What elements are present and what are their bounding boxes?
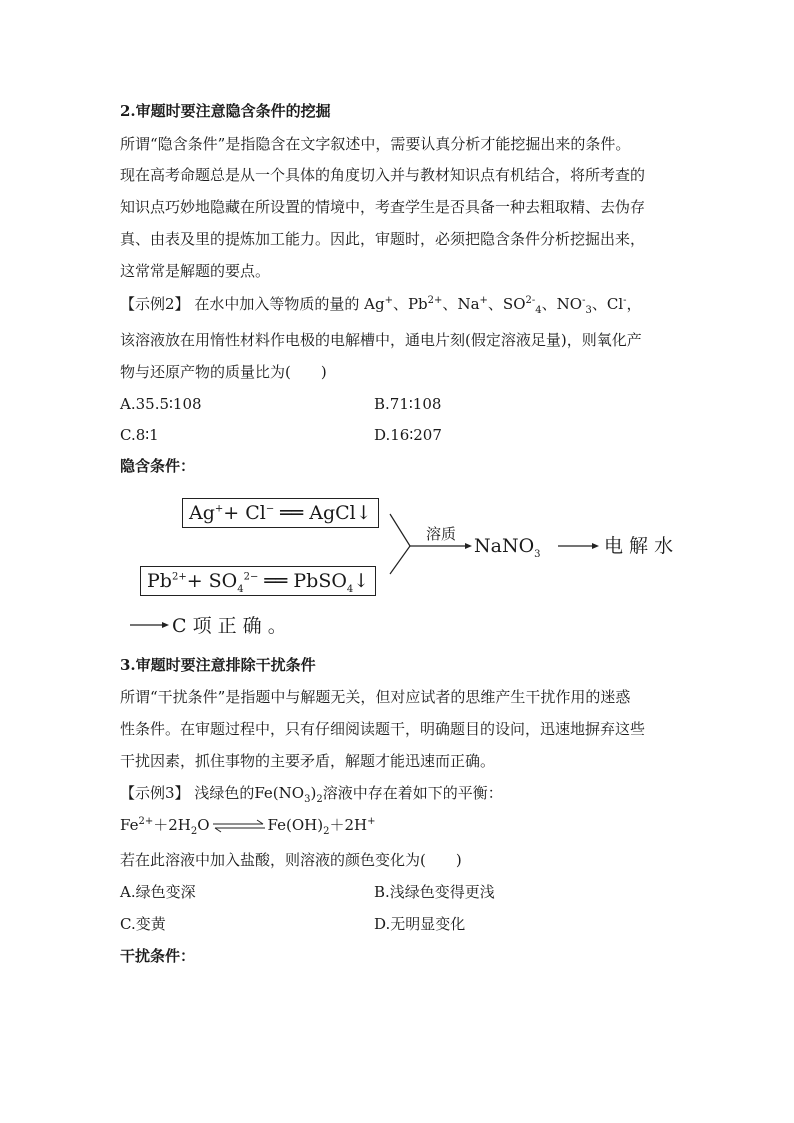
- hidden-conditions-diagram: [120, 488, 680, 638]
- ion-na: Na+: [457, 295, 488, 313]
- ion-pb: $Pb^{2+}$: [407, 295, 443, 313]
- reversible-arrow-icon: [211, 819, 267, 833]
- precipitate-arrow-icon: ↓: [355, 502, 372, 524]
- section3-para-line: 干扰因素，抓住事物的主要矛盾，解题才能迅速而正确。: [120, 752, 496, 770]
- equation-box-agcl: Ag++ Cl− ══ AgCl↓: [182, 498, 379, 528]
- example2-option-a: A.35.5∶108: [120, 395, 202, 413]
- example3-option-d: D.无明显变化: [374, 915, 466, 933]
- section2-para-line: 知识点巧妙地隐藏在所设置的情境中，考查学生是否具备一种去粗取精、去伪存: [120, 198, 646, 216]
- section3-para-line: 性条件。在审题过程中，只有仔细阅读题干，明确题目的设问，迅速地摒弃这些: [120, 720, 646, 738]
- example3-tag: 【示例3】: [120, 784, 190, 802]
- product-nano3: NaNO$_3$: [474, 535, 541, 560]
- example3-option-b: B.浅绿色变得更浅: [374, 883, 495, 901]
- electrolysis-water-label: 电 解 水: [604, 535, 674, 557]
- example2-tag: 【示例2】: [120, 295, 190, 313]
- section2-para-line: 这常常是解题的要点。: [120, 262, 271, 280]
- conclusion-label: C 项 正 确 。: [172, 615, 287, 637]
- ion-ag: Ag+: [364, 295, 393, 313]
- example2-stem-line1: 【示例2】 在水中加入等物质的量的 Ag+、$Pb^{2+}$、Na+、$SO^{2-}_4$、$NO^-_3$、Cl-，: [120, 295, 642, 316]
- hidden-conditions-label: 隐含条件：: [120, 457, 196, 475]
- ion-cl: Cl-: [606, 295, 627, 313]
- section3-para-line: 所谓“干扰条件”是指题中与解题无关，但对应试者的思维产生干扰作用的迷惑: [120, 688, 631, 706]
- solute-label: 溶质: [426, 525, 457, 543]
- example3-option-a: A.绿色变深: [120, 883, 196, 901]
- example3-option-c: C.变黄: [120, 915, 166, 933]
- section3-heading: 3.审题时要注意排除干扰条件: [120, 656, 316, 674]
- formula-fe-no3-2: $Fe(NO_3)_2$: [254, 784, 323, 805]
- section2-para-line: 所谓“隐含条件”是指隐含在文字叙述中，需要认真分析才能挖掘出来的条件。: [120, 135, 631, 153]
- example2-stem-line2: 该溶液放在用惰性材料作电极的电解槽中，通电片刻(假定溶液足量)，则氧化产: [120, 331, 642, 349]
- example2-stem-line3: 物与还原产物的质量比为( ): [120, 363, 327, 381]
- equals-sign: ══: [264, 570, 288, 592]
- precipitate-arrow-icon: ↓: [353, 570, 370, 592]
- example2-option-d: D.16∶207: [374, 426, 442, 444]
- example3-stem-line3: 若在此溶液中加入盐酸，则溶液的颜色变化为( ): [120, 851, 462, 869]
- example2-option-b: B.71∶108: [374, 395, 442, 413]
- ion-so4: $SO^{2-}_4$: [502, 295, 542, 316]
- section2-heading: 2.审题时要注意隐含条件的挖掘: [120, 102, 331, 120]
- section2-para-line: 真、由表及里的提炼加工能力。因此，审题时，必须把隐含条件分析挖掘出来，: [120, 230, 646, 248]
- example2-stem-text: 在水中加入等物质的量的: [194, 295, 360, 313]
- example2-option-c: C.8∶1: [120, 426, 159, 444]
- equation-box-pbso4: $Pb^{2+}+ SO_4^{2-}$ ══ PbSO$_4$↓: [140, 566, 376, 596]
- equals-sign: ══: [280, 502, 304, 524]
- ion-no3: $NO^-_3$: [556, 295, 592, 316]
- example3-stem-line1: 【示例3】 浅绿色的$Fe(NO_3)_2$溶液中存在着如下的平衡：: [120, 784, 503, 805]
- interfere-conditions-label: 干扰条件：: [120, 947, 196, 965]
- section2-para-line: 现在高考命题总是从一个具体的角度切入并与教材知识点有机结合，将所考查的: [120, 166, 646, 184]
- equilibrium-equation: $Fe^{2+}+2H_2O$ $Fe(OH)_2+2H^+$: [120, 816, 376, 837]
